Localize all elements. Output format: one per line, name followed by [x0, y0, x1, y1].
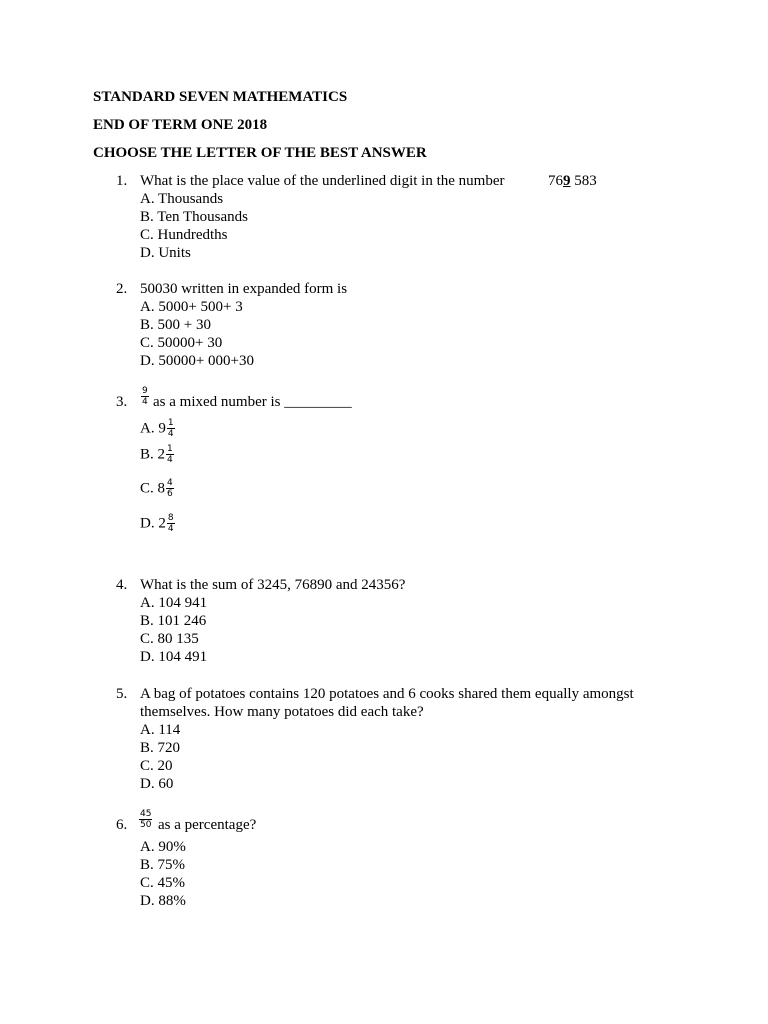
question-text-continued: themselves. How many potatoes did each take?: [140, 704, 424, 720]
option: D. 104 491: [140, 649, 208, 665]
option: C. Hundredths: [140, 227, 228, 243]
question-text: What is the sum of 3245, 76890 and 24356?: [140, 577, 406, 593]
option: C. 80 135: [140, 631, 199, 647]
question-number: 3.: [116, 394, 128, 410]
question-number: 2.: [116, 281, 128, 297]
option: D. 50000+ 000+30: [140, 353, 255, 369]
option: A. 114: [140, 722, 181, 738]
option: A. 5000+ 500+ 3: [140, 299, 243, 315]
option: C. 50000+ 30: [140, 335, 223, 351]
question-fraction: $\frac{45}{50}$: [140, 809, 152, 830]
option: C. 8 $\frac{4}{6}$: [140, 478, 173, 499]
option: B. Ten Thousands: [140, 209, 248, 225]
option: B. 101 246: [140, 613, 207, 629]
question-text: as a mixed number is _________: [153, 394, 352, 410]
question-text: as a percentage?: [158, 817, 257, 833]
option: B. 720: [140, 740, 181, 756]
question-text: What is the place value of the underlined digit in the number: [140, 173, 505, 189]
option: C. 20: [140, 758, 173, 774]
exam-title: STANDARD SEVEN MATHEMATICS: [93, 89, 348, 105]
option: D. Units: [140, 245, 191, 261]
option: D. 60: [140, 776, 174, 792]
question-number: 6.: [116, 817, 128, 833]
option: A. 104 941: [140, 595, 208, 611]
question-number: 4.: [116, 577, 128, 593]
option: B. 2 $\frac{1}{4}$: [140, 444, 173, 465]
option: B. 75%: [140, 857, 185, 873]
option: A. 90%: [140, 839, 186, 855]
exam-term: END OF TERM ONE 2018: [93, 117, 268, 133]
option: A. Thousands: [140, 191, 224, 207]
question-number: 1.: [116, 173, 128, 189]
question-number: 5.: [116, 686, 128, 702]
question-fraction: $\frac{9}{4}$: [142, 386, 148, 407]
option: B. 500 + 30: [140, 317, 211, 333]
option: D. 88%: [140, 893, 186, 909]
option: D. 2 $\frac{8}{4}$: [140, 513, 174, 534]
option: A. 9 $\frac{1}{4}$: [140, 418, 174, 439]
option: C. 45%: [140, 875, 185, 891]
underlined-digit: 9: [563, 173, 571, 189]
question-text: 50030 written in expanded form is: [140, 281, 348, 297]
question-text: A bag of potatoes contains 120 potatoes and 6 cooks shared them equally amongst: [140, 686, 634, 702]
question-1-number-value: 769 583: [548, 173, 597, 189]
exam-instruction: CHOOSE THE LETTER OF THE BEST ANSWER: [93, 145, 427, 161]
